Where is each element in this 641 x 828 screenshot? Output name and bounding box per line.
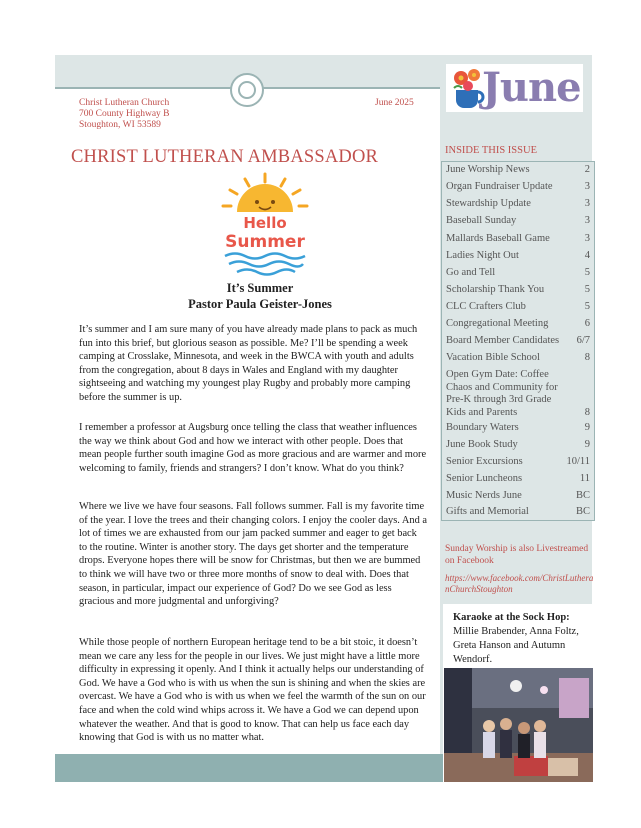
toc-item-page: 5 bbox=[584, 267, 590, 278]
toc-item-page: 6/7 bbox=[576, 335, 590, 346]
june-logo bbox=[446, 64, 583, 112]
toc-item-label: Boundary Waters bbox=[446, 422, 519, 433]
toc-item-page: 8 bbox=[584, 352, 590, 363]
toc-item-page: 10/11 bbox=[566, 456, 590, 467]
toc-item-label: Open Gym Date: Coffee Chaos and Community for Pre-K through 3rd Grade Kids and Parents bbox=[446, 369, 558, 418]
toc-item[interactable] bbox=[446, 422, 590, 435]
hello-text: Hello bbox=[243, 214, 287, 232]
article-title: It’s Summer bbox=[226, 281, 294, 295]
toc-item[interactable] bbox=[446, 164, 590, 177]
masthead-title: CHRIST LUTHERAN AMBASSADOR bbox=[71, 147, 379, 167]
toc-item-label: Organ Fundraiser Update bbox=[446, 181, 553, 192]
caption-title: Karaoke at the Sock Hop: bbox=[453, 612, 570, 623]
toc-item[interactable] bbox=[446, 506, 590, 519]
toc-item-label: Senior Luncheons bbox=[446, 473, 523, 484]
toc-item-page: 4 bbox=[584, 250, 590, 261]
church-name: Christ Lutheran Church bbox=[79, 98, 170, 108]
toc-item[interactable] bbox=[446, 267, 590, 280]
toc-item-page: 3 bbox=[584, 181, 590, 192]
toc-item[interactable] bbox=[446, 369, 590, 419]
toc-item-page: 8 bbox=[584, 406, 590, 418]
article-author: Pastor Paula Geister-Jones bbox=[188, 297, 332, 311]
toc-item-label: June Worship News bbox=[446, 164, 530, 175]
toc-item-label: Baseball Sunday bbox=[446, 215, 517, 226]
toc-item-label: CLC Crafters Club bbox=[446, 301, 526, 312]
toc-item[interactable] bbox=[446, 301, 590, 314]
toc-item-page: BC bbox=[575, 490, 590, 501]
toc-item-label: Vacation Bible School bbox=[446, 352, 540, 363]
toc-item-page: 9 bbox=[584, 439, 590, 450]
toc-item-label: Stewardship Update bbox=[446, 198, 531, 209]
address-line-1: 700 County Highway B bbox=[79, 109, 170, 119]
toc-item[interactable] bbox=[446, 352, 590, 365]
article-paragraph: Where we live we have four seasons. Fall follows summer. Fall is my favorite time of the year. I love the trees and their changing colors. I enjoy the cooler days. And a lot of times we are exhausted from our jam packed summer and eager to get back to the routine. Winter is another story. The days get shorter and the temperature drops. Everyone hopes there will be snow for Christmas, but then we are bummed to think we will have two or three more months of snow to deal with. Does that season, in particular, impact our experience of God? Do we see God as less gracious and more judgmental and unforgiving? bbox=[79, 501, 427, 608]
toc-item-label: Go and Tell bbox=[446, 267, 496, 278]
toc-item-label: Gifts and Memorial bbox=[446, 506, 529, 517]
hello-summer-graphic bbox=[215, 172, 315, 277]
toc-item[interactable] bbox=[446, 439, 590, 452]
toc-item[interactable] bbox=[446, 250, 590, 263]
summer-text: Summer bbox=[225, 232, 305, 252]
address-line-2: Stoughton, WI 53589 bbox=[79, 120, 161, 130]
toc-item[interactable] bbox=[446, 233, 590, 246]
church-address bbox=[79, 98, 170, 131]
toc-item[interactable] bbox=[446, 473, 590, 486]
livestream-note: Sunday Worship is also Livestreamed on Facebook bbox=[445, 544, 589, 566]
june-logo-text: June bbox=[482, 64, 581, 111]
toc-item-label: June Book Study bbox=[446, 439, 518, 450]
toc-item[interactable] bbox=[446, 456, 590, 469]
toc-item[interactable] bbox=[446, 490, 590, 503]
wave-lines bbox=[225, 254, 305, 275]
toc-item[interactable] bbox=[446, 198, 590, 211]
toc-item-page: 11 bbox=[579, 473, 590, 484]
issue-date: June 2025 bbox=[375, 98, 414, 108]
circle-ornament bbox=[230, 73, 264, 107]
article-paragraph: While those people of northern European heritage tend to be a bit stoic, it doesn’t mean we care any less for the people in our lives. We just might have a little more difficulty in expressing it openly. And I think it actually helps our understanding of God. We have a God who is with us when the sun is shining and when the skies are overcast. We have a God who is with us when we feel the warmth of the sun on our face and when the cold wind whips across it. We have a God we can depend upon whatever the weather. And that is good to know. That can help us face each day knowing that God is with us no matter what. bbox=[79, 637, 426, 744]
article-paragraph: I remember a professor at Augsburg once telling the class that weather influences the way we think about God and how we interact with other people. Does that mean people further south imagine God as more gracious and are warmer and more welcoming to family, friends and strangers? I don’t know. What do you think? bbox=[79, 422, 427, 474]
facebook-link[interactable] bbox=[445, 573, 595, 595]
toc-item-label: Senior Excursions bbox=[446, 456, 523, 467]
article-heading bbox=[55, 280, 465, 312]
facebook-link-text[interactable]: https://www.facebook.com/ChristLutheranChurchStoughton bbox=[445, 573, 594, 594]
table-of-contents bbox=[441, 161, 595, 521]
toc-item-label: Scholarship Thank You bbox=[446, 284, 545, 295]
toc-item-page: 3 bbox=[584, 233, 590, 244]
toc-item-page: 5 bbox=[584, 284, 590, 295]
article-paragraph: It’s summer and I am sure many of you have already made plans to pack as much fun into this brief, but glorious season as possible. Me? I’ll be spending a week camping at Crosslake, Minnesota, and week in the BWCA with youth and adults from the congregation, about 8 days in Wales and England with my daughter sightseeing and watching my youngest play Rugby and probably more camping before the summer is up. bbox=[79, 324, 418, 403]
toc-item-page: 6 bbox=[584, 318, 590, 329]
karaoke-photo bbox=[444, 668, 593, 782]
toc-item-page: 3 bbox=[584, 198, 590, 209]
toc-item-label: Music Nerds June bbox=[446, 490, 522, 501]
toc-item[interactable] bbox=[446, 335, 590, 348]
toc-item-label: Mallards Baseball Game bbox=[446, 233, 550, 244]
toc-item[interactable] bbox=[446, 284, 590, 297]
toc-item-page: 5 bbox=[584, 301, 590, 312]
toc-item-page: 3 bbox=[584, 215, 590, 226]
toc-item-label: Ladies Night Out bbox=[446, 250, 519, 261]
photo-caption bbox=[453, 611, 593, 667]
toc-item-label: Congregational Meeting bbox=[446, 318, 549, 329]
toc-item[interactable] bbox=[446, 181, 590, 194]
toc-item-label: Board Member Candidates bbox=[446, 335, 560, 346]
toc-item[interactable] bbox=[446, 318, 590, 331]
toc-item[interactable] bbox=[446, 215, 590, 228]
toc-item-page: 2 bbox=[584, 164, 590, 175]
toc-item-page: BC bbox=[575, 506, 590, 517]
caption-names: Millie Brabender, Anna Foltz, Greta Hanson and Autumn Wendorf. bbox=[453, 626, 579, 665]
inside-this-issue-title: INSIDE THIS ISSUE bbox=[445, 145, 537, 156]
toc-item-page: 9 bbox=[584, 422, 590, 433]
